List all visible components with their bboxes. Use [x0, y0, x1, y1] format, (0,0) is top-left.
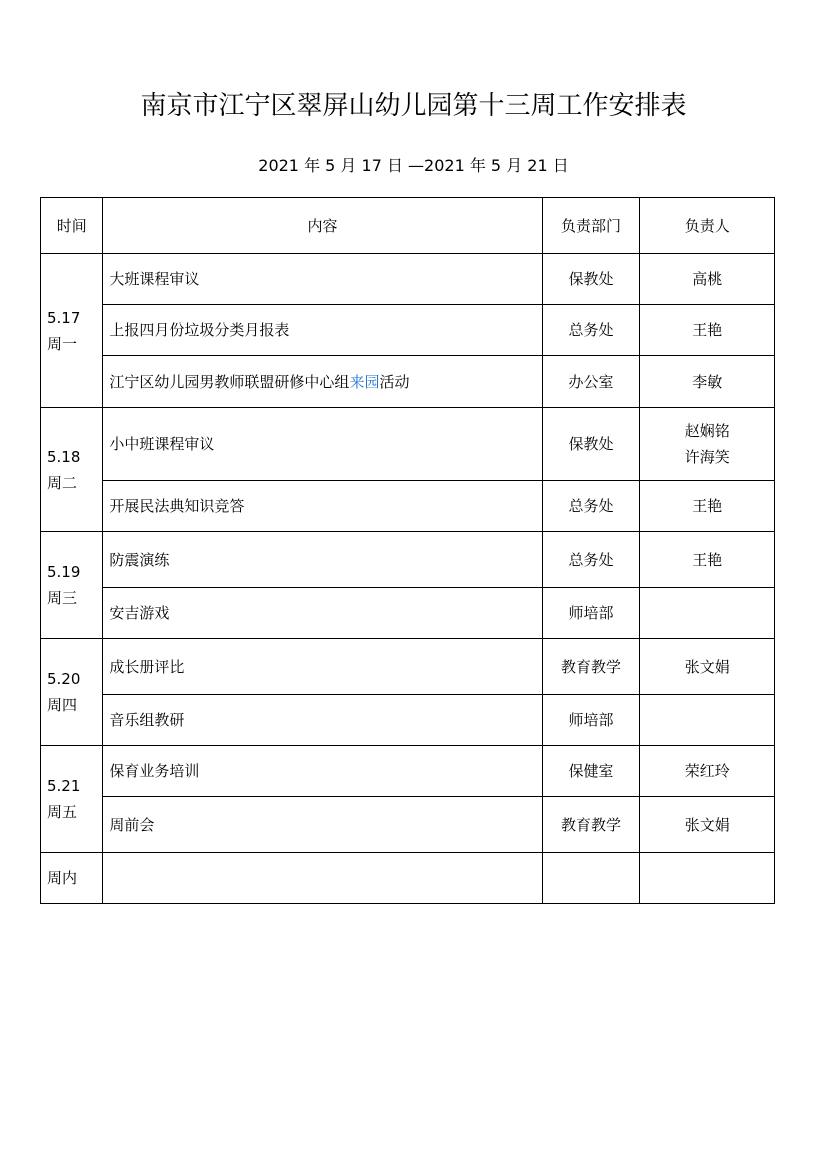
- dept-cell: 总务处: [542, 532, 640, 588]
- header-person: 负责人: [640, 198, 775, 254]
- person-cell: [640, 695, 775, 746]
- highlighted-text: 来园: [349, 372, 380, 391]
- table-row: [41, 853, 775, 904]
- day-cell-fri: [41, 746, 103, 853]
- person-cell: 高桃: [640, 254, 775, 305]
- dept-cell: 保教处: [542, 408, 640, 481]
- table-row: [41, 532, 775, 588]
- day-date: 5.20: [47, 670, 81, 688]
- table-row: [41, 254, 775, 305]
- content-cell: [103, 356, 542, 408]
- table-row: [41, 639, 775, 695]
- content-cell: 成长册评比: [103, 639, 542, 695]
- header-content: 内容: [103, 198, 542, 254]
- person-cell: [640, 408, 775, 481]
- schedule-table: [40, 197, 775, 904]
- content-cell: 周前会: [103, 797, 542, 853]
- content-cell: 小中班课程审议: [103, 408, 542, 481]
- day-date: 5.19: [47, 563, 81, 581]
- day-weekday: 周一: [47, 334, 78, 353]
- person-cell: 张文娟: [640, 639, 775, 695]
- content-cell: 保育业务培训: [103, 746, 542, 797]
- dept-cell: [542, 853, 640, 904]
- date-range: 2021 年 5 月 17 日 —2021 年 5 月 21 日: [258, 156, 569, 175]
- person-cell: 王艳: [640, 481, 775, 532]
- day-cell-tue: [41, 408, 103, 532]
- day-weekday: 周二: [47, 473, 78, 492]
- day-date: 5.17: [47, 308, 81, 327]
- person-cell: 王艳: [640, 532, 775, 588]
- content-cell: 开展民法典知识竞答: [103, 481, 542, 532]
- table-row: [41, 746, 775, 797]
- header-time: 时间: [41, 198, 103, 254]
- week-label-cell: 周内: [41, 853, 103, 904]
- dept-cell: 教育教学: [542, 639, 640, 695]
- content-cell: 安吉游戏: [103, 588, 542, 639]
- dept-cell: 总务处: [542, 305, 640, 356]
- dept-cell: 保教处: [542, 254, 640, 305]
- dept-cell: 教育教学: [542, 797, 640, 853]
- person-cell: [640, 588, 775, 639]
- content-cell: [103, 853, 542, 904]
- content-text: 江宁区幼儿园男教师联盟研修中心组: [109, 372, 350, 391]
- table-row: [41, 797, 775, 853]
- day-cell-thu: [41, 639, 103, 746]
- table-row: [41, 356, 775, 408]
- table-row: [41, 408, 775, 481]
- table-row: [41, 695, 775, 746]
- day-cell-wed: [41, 532, 103, 639]
- page-title: 南京市江宁区翠屏山幼儿园第十三周工作安排表: [140, 91, 687, 121]
- header-row: [41, 198, 775, 254]
- person-cell: 王艳: [640, 305, 775, 356]
- day-cell-mon: [41, 254, 103, 408]
- person-name: 许海笑: [684, 448, 730, 466]
- dept-cell: 办公室: [542, 356, 640, 408]
- content-cell: 大班课程审议: [103, 254, 542, 305]
- content-text: 活动: [379, 372, 410, 391]
- table-row: [41, 588, 775, 639]
- person-cell: 李敏: [640, 356, 775, 408]
- person-cell: 荣红玲: [640, 746, 775, 797]
- day-date: 5.18: [47, 447, 81, 466]
- dept-cell: 师培部: [542, 588, 640, 639]
- person-cell: [640, 853, 775, 904]
- dept-cell: 师培部: [542, 695, 640, 746]
- day-weekday: 周五: [47, 803, 78, 821]
- person-name: 赵娴铭: [684, 422, 730, 440]
- dept-cell: 总务处: [542, 481, 640, 532]
- day-date: 5.21: [47, 777, 81, 795]
- table-row: [41, 481, 775, 532]
- person-cell: 张文娟: [640, 797, 775, 853]
- content-cell: 防震演练: [103, 532, 542, 588]
- day-weekday: 周四: [47, 696, 78, 714]
- content-cell: 上报四月份垃圾分类月报表: [103, 305, 542, 356]
- content-cell: 音乐组教研: [103, 695, 542, 746]
- day-weekday: 周三: [47, 589, 78, 607]
- table-row: [41, 305, 775, 356]
- dept-cell: 保健室: [542, 746, 640, 797]
- header-dept: 负责部门: [542, 198, 640, 254]
